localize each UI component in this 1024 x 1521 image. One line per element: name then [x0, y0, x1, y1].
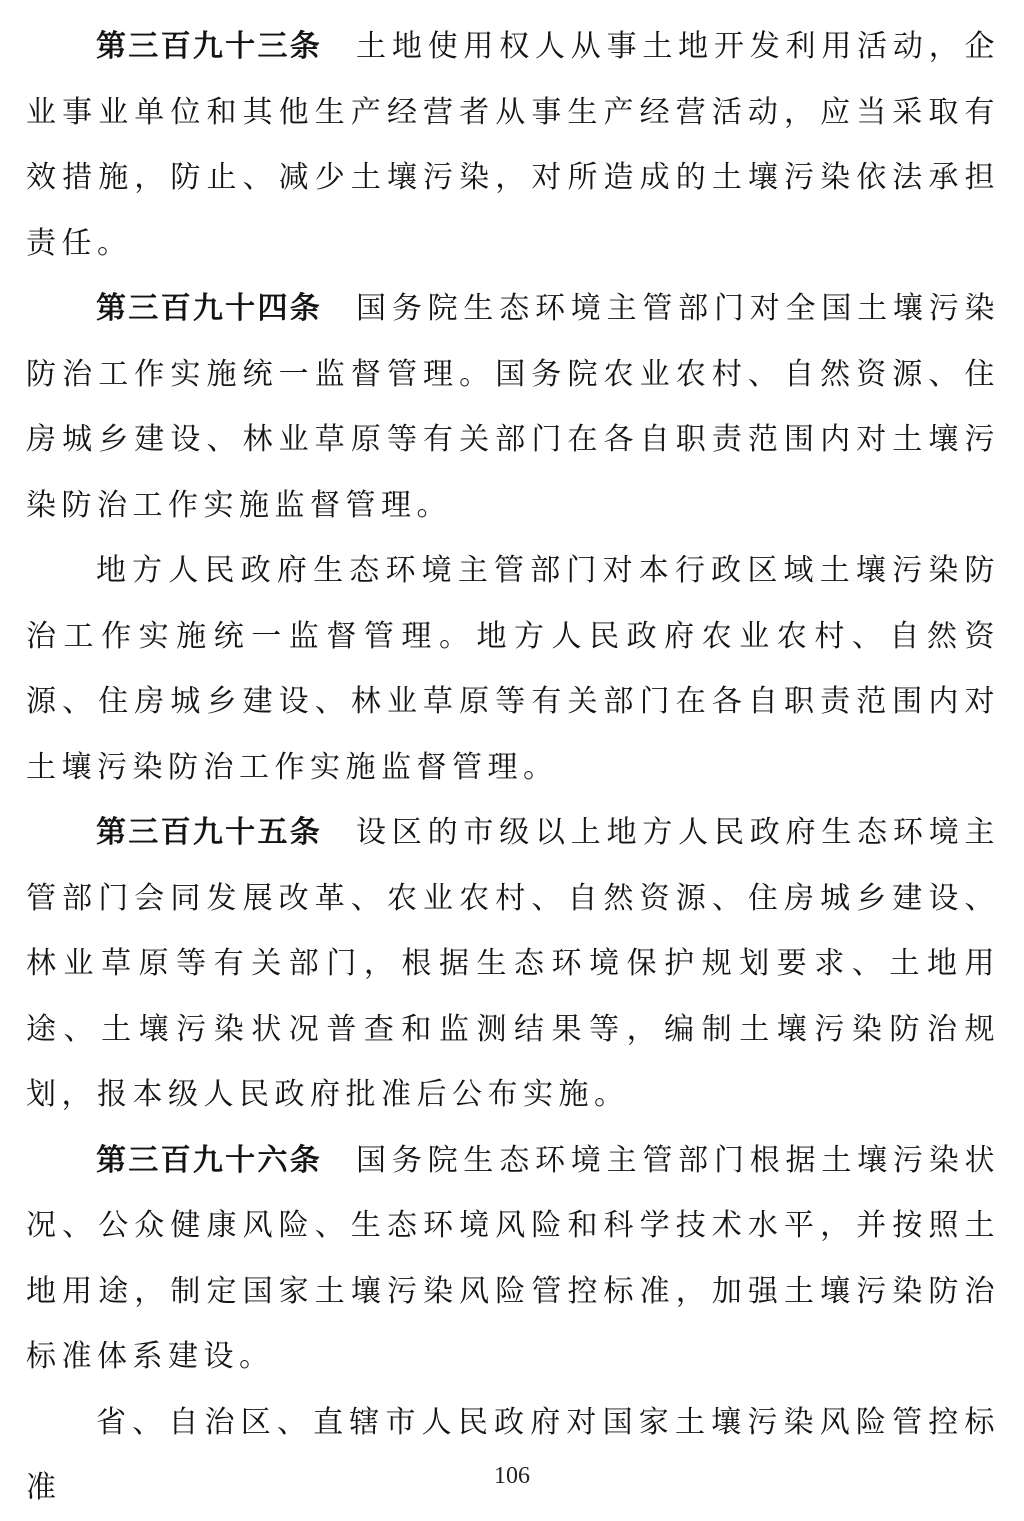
article-text: 土地使用权人从事土地开发利用活动，企业事业单位和其他生产经营者从事生产经营活动，应当采取有效措施，防止、减少土壤污染，对所造成的土壤污染依法承担责任。: [26, 29, 1001, 261]
paragraph-text: 省、自治区、直辖市人民政府对国家土壤污染风险管控标准: [26, 1404, 1000, 1505]
page-number: 106: [494, 1463, 530, 1489]
article-text: 国务院生态环境主管部门根据土壤污染状况、公众健康风险、生态环境风险和科学技术水平，并按照土地用途，制定国家土壤污染风险管控标准，加强土壤污染防治标准体系建设。: [26, 1142, 1001, 1374]
article-number: 第三百九十五条: [96, 815, 323, 850]
article-395: [26, 800, 1000, 1128]
article-text: 国务院生态环境主管部门对全国土壤污染防治工作实施统一监督管理。国务院农业农村、自然资源、住房城乡建设、林业草原等有关部门在各自职责范围内对土壤污染防治工作实施监督管理。: [26, 291, 1001, 523]
article-394: [26, 276, 1000, 538]
article-396: [26, 1128, 1000, 1390]
article-number: 第三百九十三条: [96, 29, 323, 64]
document-page: [26, 14, 1000, 1521]
article-text: 设区的市级以上地方人民政府生态环境主管部门会同发展改革、农业农村、自然资源、住房城乡建设、林业草原等有关部门，根据生态环境保护规划要求、土地用途、土壤污染状况普查和监测结果等，编制土壤污染防治规划，报本级人民政府批准后公布实施。: [26, 815, 1001, 1112]
paragraph-text: 地方人民政府生态环境主管部门对本行政区域土壤污染防治工作实施统一监督管理。地方人民政府农业农村、自然资源、住房城乡建设、林业草原等有关部门在各自职责范围内对土壤污染防治工作实施监督管理。: [26, 553, 1000, 785]
article-394-paragraph-2: [26, 538, 1000, 800]
article-396-paragraph-2: [26, 1390, 1000, 1521]
article-number: 第三百九十四条: [96, 291, 323, 326]
article-number: 第三百九十六条: [96, 1142, 323, 1178]
article-393: [26, 14, 1000, 276]
